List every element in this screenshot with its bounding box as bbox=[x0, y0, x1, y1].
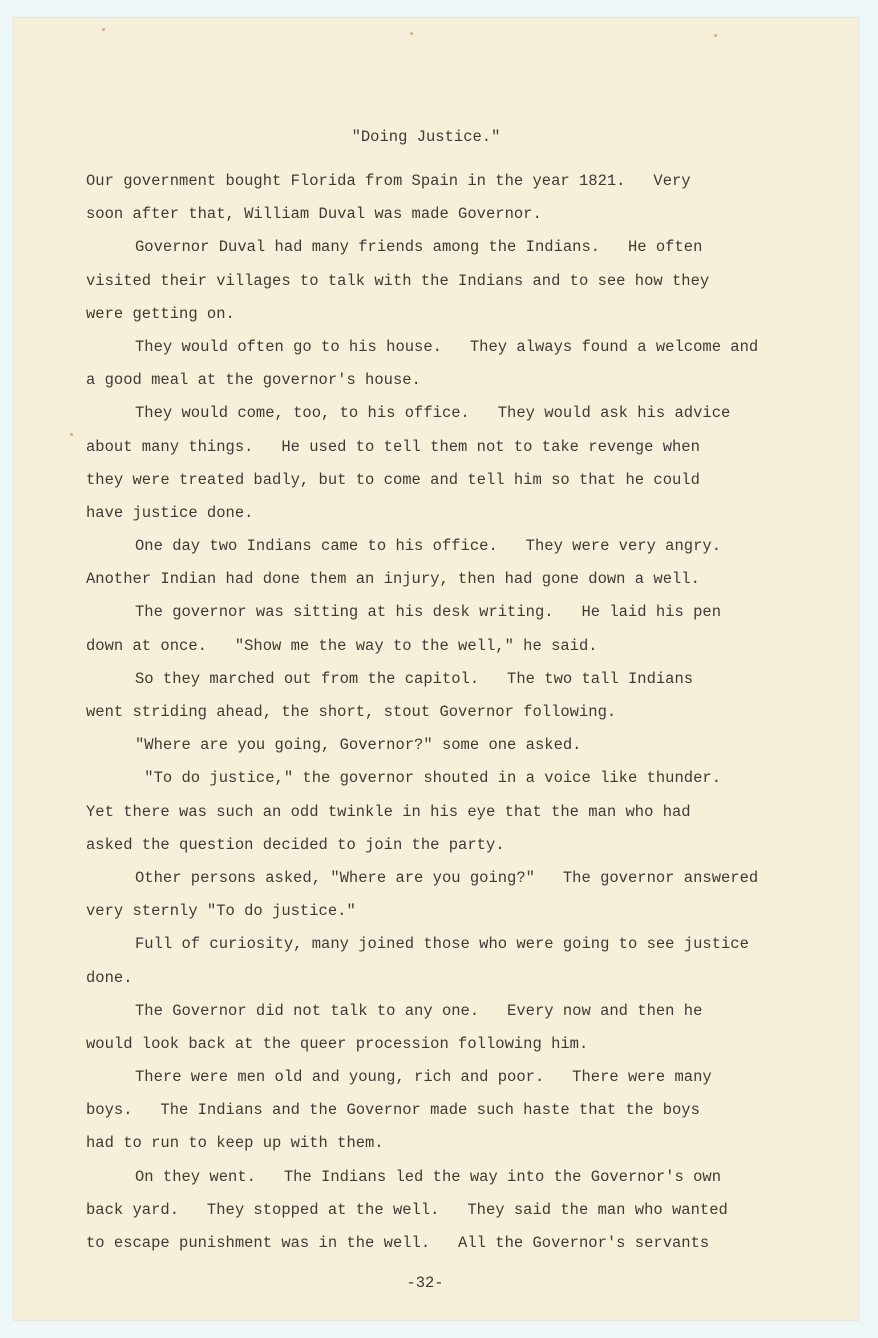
text-line: They would often go to his house. They always found a welcome and bbox=[135, 337, 759, 356]
text-line: They would come, too, to his office. They would ask his advice bbox=[135, 404, 731, 423]
text-line: to escape punishment was in the well. All the Governor's servants bbox=[86, 1234, 710, 1252]
text-line: asked the question decided to join the party. bbox=[86, 835, 505, 854]
text-line: So they marched out from the capitol. The two tall Indians bbox=[135, 669, 694, 688]
text-line: visited their villages to talk with the Indians and to see how they bbox=[86, 271, 710, 290]
text-line: have justice done. bbox=[86, 503, 254, 522]
paper-speck bbox=[102, 28, 105, 31]
text-line: There were men old and young, rich and poor. There were many bbox=[135, 1068, 712, 1087]
text-line: soon after that, William Duval was made Governor. bbox=[86, 205, 542, 224]
text-line: Yet there was such an odd twinkle in his eye that the man who had bbox=[86, 802, 691, 821]
text-line: Other persons asked, "Where are you going?" The governor answered bbox=[135, 868, 759, 887]
text-line: went striding ahead, the short, stout Governor following. bbox=[86, 703, 617, 721]
text-line: One day two Indians came to his office. They were very angry. bbox=[135, 537, 721, 556]
text-line: On they went. The Indians led the way into the Governor's own bbox=[135, 1167, 721, 1186]
text-line: a good meal at the governor's house. bbox=[86, 371, 421, 390]
text-line: "Where are you going, Governor?" some one asked. bbox=[135, 736, 582, 755]
text-line: they were treated badly, but to come and tell him so that he could bbox=[86, 470, 700, 489]
text-line: would look back at the queer procession following him. bbox=[86, 1034, 589, 1053]
paper-speck bbox=[714, 34, 717, 37]
text-line: Our government bought Florida from Spain in the year 1821. Very bbox=[86, 172, 691, 190]
text-line: The governor was sitting at his desk writing. He laid his pen bbox=[135, 603, 721, 622]
page-number: -32- bbox=[406, 1274, 444, 1292]
text-line: The Governor did not talk to any one. Every now and then he bbox=[135, 1001, 703, 1020]
text-line: about many things. He used to tell them not to take revenge when bbox=[86, 437, 700, 456]
text-line: Governor Duval had many friends among the Indians. He often bbox=[135, 238, 703, 257]
text-line: Full of curiosity, many joined those who were going to see justice bbox=[135, 935, 749, 954]
text-line: done. bbox=[86, 968, 133, 987]
paper-speck bbox=[410, 32, 413, 35]
body-text bbox=[86, 165, 846, 1260]
page-title: "Doing Justice." bbox=[351, 128, 501, 146]
text-line: very sternly "To do justice." bbox=[86, 902, 356, 921]
text-line: were getting on. bbox=[86, 304, 235, 323]
text-line: "To do justice," the governor shouted in a voice like thunder. bbox=[135, 769, 721, 788]
text-line: had to run to keep up with them. bbox=[86, 1134, 384, 1153]
text-line: back yard. They stopped at the well. They said the man who wanted bbox=[86, 1200, 728, 1219]
text-line: boys. The Indians and the Governor made such haste that the boys bbox=[86, 1101, 700, 1120]
document-page bbox=[14, 18, 858, 1320]
text-line: down at once. "Show me the way to the well," he said. bbox=[86, 636, 598, 655]
paper-speck bbox=[70, 433, 73, 436]
text-line: Another Indian had done them an injury, then had gone down a well. bbox=[86, 570, 700, 589]
